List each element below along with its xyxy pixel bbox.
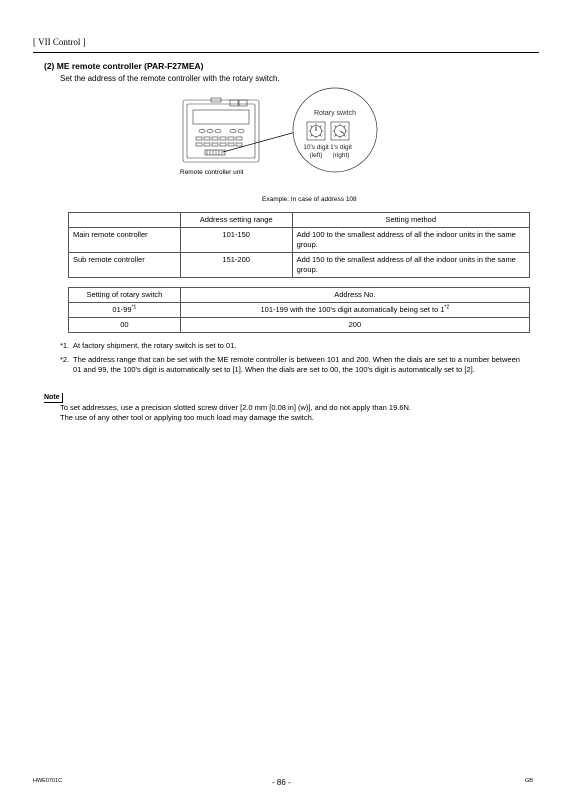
footnote-text: The address range that can be set with the ME remote controller is between 101 and 200. When the dials are set to a number between 01 and 99, the 100's digit is automatically set to [1]. When the dials are set to 00, the 100's digit is automatically set to [2].: [73, 355, 520, 374]
table-header-row: [69, 288, 530, 303]
digit1-label: 1's digit: [330, 144, 352, 151]
table-cell: [180, 318, 529, 333]
example-text: Example: In case of address 108: [262, 196, 357, 203]
table-row: [69, 253, 530, 278]
table-row: [69, 228, 530, 253]
table-cell: [180, 303, 529, 318]
rotary-switch-table: [68, 287, 530, 333]
remote-controller-figure: [175, 86, 405, 182]
leader-line: [223, 130, 303, 152]
address-range-table: [68, 212, 530, 278]
table-cell: [69, 318, 181, 333]
table-row: [69, 318, 530, 333]
header-label: [ VII Control ]: [33, 37, 86, 47]
figure-caption: Remote controller unit: [180, 169, 244, 176]
table-cell: Add 150 to the smallest address of all the indoor units in the same group.: [292, 253, 529, 278]
table-cell: 101-150: [180, 228, 292, 253]
footer-doc-code: HWE0701C: [33, 778, 63, 784]
table-row: [69, 303, 530, 318]
rotary-switch-title: Rotary switch: [313, 110, 357, 117]
address-value: 101-199 with the 100's digit automatically being set to 1: [260, 305, 445, 314]
footnote-number: *1.: [60, 341, 70, 350]
footnote-2: [60, 355, 530, 375]
rotary-switch-bubble: [293, 88, 377, 172]
footnote-ref: *1: [131, 304, 137, 311]
footnote-text: At factory shipment, the rotary switch is set to 01.: [72, 341, 237, 350]
remote-controller-unit-illustration: [183, 98, 259, 162]
note-text: [60, 403, 411, 423]
note-tag: Note: [44, 393, 63, 403]
footnote-number: *2.: [60, 355, 70, 364]
table-header-cell: Setting of rotary switch: [69, 288, 181, 303]
digit10-label: 10's digit: [303, 144, 329, 151]
switch-value: 01-99: [112, 305, 132, 314]
switch-value: 00: [120, 320, 129, 329]
footer-page-number: - 86 -: [272, 778, 291, 787]
note-line: To set addresses, use a precision slotted screw driver [2.0 mm [0.08 in] (w)], and do not apply than 19.6N.: [60, 403, 412, 412]
digit10-position: (left): [309, 152, 323, 159]
table-cell: [69, 303, 181, 318]
note-line: The use of any other tool or applying too much load may damage the switch.: [60, 413, 314, 422]
table-header-cell: Setting method: [292, 213, 529, 228]
table-header-cell: Address setting range: [180, 213, 292, 228]
table-cell: Add 100 to the smallest address of all the indoor units in the same group.: [292, 228, 529, 253]
header-rule: [33, 52, 539, 53]
footer-region: GB: [525, 778, 533, 784]
table-cell: 151-200: [180, 253, 292, 278]
section-title: (2) ME remote controller (PAR-F27MEA): [44, 61, 204, 71]
footnote-ref: *2: [444, 304, 450, 311]
table-header-cell: [69, 213, 181, 228]
digit1-position: (right): [332, 152, 350, 159]
section-description: Set the address of the remote controller with the rotary switch.: [60, 74, 280, 83]
table-cell: Sub remote controller: [69, 253, 181, 278]
address-value: 200: [348, 320, 362, 329]
table-header-cell: Address No.: [180, 288, 529, 303]
table-cell: Main remote controller: [69, 228, 181, 253]
table-header-row: [69, 213, 530, 228]
footnote-1: [60, 341, 236, 350]
